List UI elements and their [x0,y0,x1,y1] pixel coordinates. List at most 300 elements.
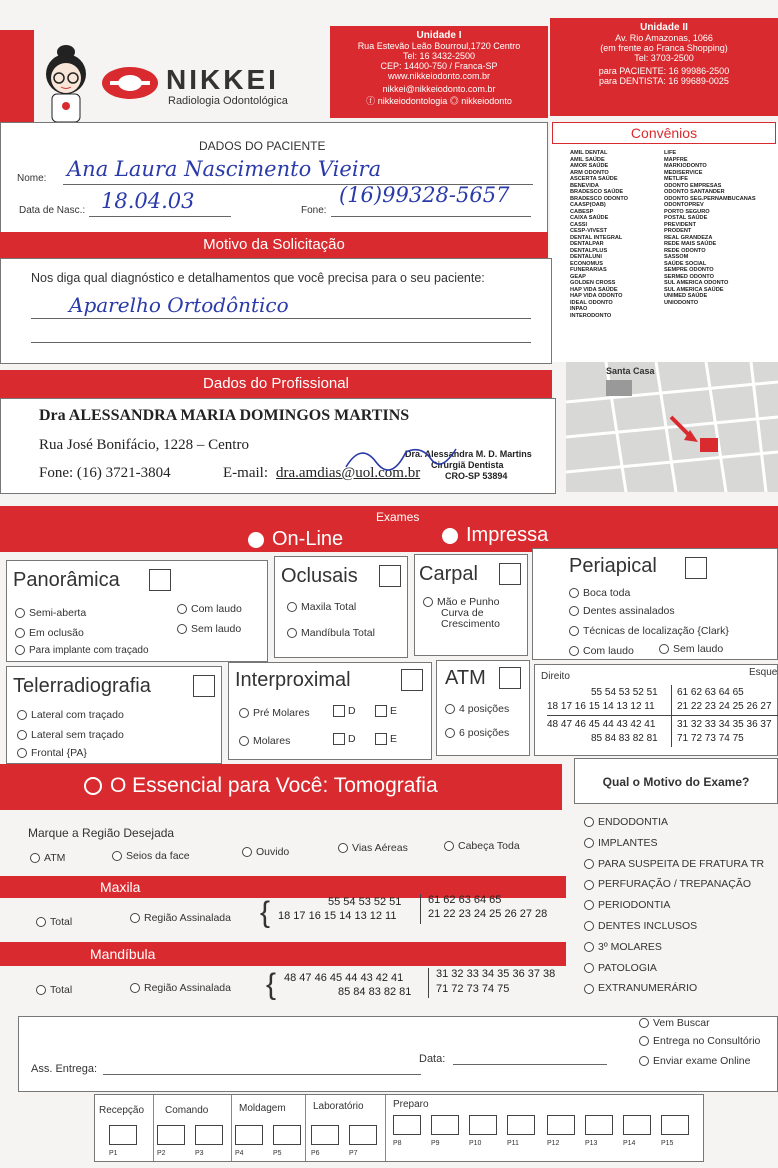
carpal-box [414,554,528,656]
unit1-line: CEP: 14400-750 / Franca-SP [380,61,498,71]
patient-section-title: DADOS DO PACIENTE [199,139,326,153]
convenio-item: AMIL SAÚDE [570,156,605,163]
mandibula-total[interactable] [36,984,72,996]
convenio-item: ODONTO SEG.PERNAMBUCANAS [664,195,756,202]
checkbox-icon [333,733,345,745]
motivo-exame-option[interactable] [584,878,764,899]
step-checkbox[interactable] [311,1125,339,1145]
motivo-box [0,258,552,364]
unit2-panel [550,18,778,116]
checkbox-icon [375,733,387,745]
convenio-item: MEDISERVICE [664,169,703,176]
telerradiografia-box [6,666,222,764]
radio-icon [36,917,46,927]
mandibula-header: Mandíbula [0,942,566,966]
teeth-r1: 55 54 53 52 51 [591,687,658,698]
tomografia-title[interactable] [84,774,438,798]
maxila-header: Maxila [0,876,566,898]
header-left-bar [0,30,34,128]
motivo-exame-option[interactable] [584,982,764,1003]
convenio-item: UNIODONTO [664,299,699,306]
convenio-item: DENTALUNI [570,254,602,260]
motivo-line-2[interactable] [31,321,531,343]
step-label: P10 [469,1140,482,1147]
option-label: Maxila Total [301,601,357,613]
option-label: Lateral sem traçado [31,729,124,741]
mandibula-r2: 85 84 83 82 81 [338,986,412,998]
region-cabeca[interactable] [444,840,520,852]
convenio-item: CESP-VIVEST [570,228,607,234]
panoramica-checkbox[interactable] [149,569,171,591]
radio-icon [639,1056,649,1066]
option-label: Entrega no Consultório [653,1035,761,1047]
option-label: D [348,705,356,717]
professional-phone: Fone: (16) 3721-3804 [39,465,171,481]
radio-icon [130,983,140,993]
atm-title: ATM [445,667,486,689]
convenio-item: CABESP [570,208,594,215]
ass-entrega-field[interactable] [103,1059,421,1075]
convenio-item: SEMPRE ODONTO [664,267,714,273]
option-label: Vem Buscar [653,1017,710,1029]
step-checkbox[interactable] [157,1125,185,1145]
data-field[interactable] [453,1049,607,1065]
radio-icon [30,853,40,863]
step-label: P11 [507,1140,519,1147]
radio-icon [569,626,579,636]
teeth-l3: 31 32 33 34 35 36 37 [677,719,772,730]
stamp-name: Dra. Alessandra M. D. Martins [405,449,532,459]
online-radio[interactable] [248,532,264,548]
instagram-icon: ◎ [449,96,462,106]
process-step[interactable] [157,1125,185,1157]
option-label: ATM [44,852,66,864]
unit1-line: Tel: 16 3432-2500 [402,51,476,61]
option-label: Crescimento [441,618,500,630]
step-checkbox[interactable] [623,1115,651,1135]
option-label: Boca toda [583,587,631,599]
unit1-social [330,94,548,107]
motivo-exame-option[interactable] [584,837,764,858]
teeth-l4: 71 72 73 74 75 [677,733,744,744]
option-label: EXTRANUMERÁRIO [598,982,698,995]
step-label: P5 [273,1150,282,1157]
option-label: Enviar exame Online [653,1055,751,1067]
convenio-item: SAÚDE SOCIAL [664,260,707,267]
step-checkbox[interactable] [547,1115,575,1135]
convenio-item: MARKIODONTO [664,163,707,169]
online-option[interactable] [248,528,343,551]
radio-icon [584,963,594,973]
entrega-vem-buscar[interactable] [639,1017,710,1029]
convenios-list-2 [664,150,756,306]
radio-icon [15,608,25,618]
pano-sem-laudo[interactable] [177,623,241,635]
professional-box [0,398,556,494]
radio-icon [15,645,25,655]
atm-6-posicoes[interactable] [445,727,509,739]
brand-subtitle: Radiologia Odontológica [168,95,288,107]
option-label: Molares [253,735,291,747]
step-checkbox[interactable] [661,1115,689,1135]
unit1-line: www.nikkeiodonto.com.br [387,71,491,81]
option-label: PARA SUSPEITA DE FRATURA TR [598,857,765,870]
process-step[interactable] [623,1115,651,1147]
convenio-item: DENTALPAR [570,241,604,247]
tomografia-radio[interactable] [84,777,102,795]
step-checkbox[interactable] [585,1115,613,1135]
signature-scribble [341,437,461,477]
radio-icon [287,628,297,638]
option-label: Lateral com traçado [31,709,124,721]
convenio-item: BRADESCO ODONTO [570,195,629,202]
option-label: Total [50,984,73,996]
convenio-item: ODONTO EMPRESAS [664,182,722,189]
oclusais-maxila[interactable] [287,601,356,613]
radio-icon [239,708,249,718]
impressa-label: Impressa [466,524,549,546]
oclusais-title: Oclusais [281,565,358,587]
option-label: Cabeça Toda [458,840,520,852]
process-step[interactable] [349,1125,377,1157]
convenio-item: AMIL DENTAL [570,150,608,156]
radio-icon [112,851,122,861]
interproximal-box [228,662,432,760]
pano-implante[interactable] [15,645,149,656]
radio-icon [287,602,297,612]
option-label: Mandíbula Total [301,627,375,639]
col-preparo: Preparo [393,1099,429,1110]
step-label: P12 [547,1140,560,1147]
convenio-item: PREVIDENT [664,221,697,228]
maxila-regiao[interactable] [130,912,231,924]
option-label: Semi-aberta [29,607,87,619]
peri-dentes[interactable] [569,605,675,617]
option-label: Frontal {PA} [31,747,87,759]
radio-icon [584,817,594,827]
radio-icon [445,704,455,714]
name-label: Nome: [17,173,47,184]
option-label: PERFURAÇÃO / TREPANAÇÃO [598,878,752,891]
tomografia-header [0,764,562,810]
radio-icon [445,728,455,738]
unit2-line: para PACIENTE: 16 99986-2500 [598,66,730,76]
radio-icon [17,730,27,740]
option-label: Ouvido [256,846,290,858]
option-label: Em oclusão [29,627,84,639]
regiao-label: Marque a Região Desejada [28,826,175,840]
pano-com-laudo[interactable] [177,603,242,615]
dob-label: Data de Nasc.: [19,205,86,216]
periapical-title: Periapical [569,555,657,577]
process-step[interactable] [469,1115,497,1147]
facebook-icon: ⓕ [366,96,378,106]
unit1-line: nikkei@nikkeiodonto.com.br [382,84,496,94]
radio-icon [569,646,579,656]
peri-sem-laudo[interactable] [659,643,723,655]
step-checkbox[interactable] [109,1125,137,1145]
step-checkbox[interactable] [507,1115,535,1135]
maxila-r1: 55 54 53 52 51 [328,896,402,908]
periapical-checkbox[interactable] [685,557,707,579]
unit1-line: Rua Estevão Leão Bourroul,1720 Centro [357,41,521,51]
radio-icon [444,841,454,851]
mascot-logo [38,40,94,125]
radio-icon [177,624,187,634]
maxila-r2: 18 17 16 15 14 13 12 11 [278,910,397,922]
convenio-item: UNIMED SAÚDE [664,293,708,299]
radio-icon [639,1018,649,1028]
convenio-item: HAP VIDA ODONTO [570,293,623,299]
process-step[interactable] [273,1125,301,1157]
atm-box [436,660,530,756]
process-step[interactable] [393,1115,421,1147]
unit2-line: para DENTISTA: 16 99689-0025 [599,76,729,86]
convenio-item: SASSOM [664,254,689,260]
radio-icon [584,880,594,890]
tele-lateral-sem[interactable] [17,729,124,741]
step-label: P14 [623,1140,636,1147]
ass-entrega-label: Ass. Entrega: [31,1063,98,1075]
maxila-l1: 61 62 63 64 65 [428,894,502,906]
option-label: Total [50,916,73,928]
stamp-title: Cirurgiã Dentista [431,460,504,470]
convenio-item: METLIFE [664,176,688,182]
col-sep-2 [231,1095,232,1161]
region-vias[interactable] [338,842,408,854]
brand-name: NIKKEI [166,64,279,95]
option-label: Sem laudo [191,623,242,635]
tomografia-label: O Essencial para Você: Tomografia [110,774,438,797]
convenio-item: SUL AMERICA ODONTO [664,280,729,286]
entrega-box [18,1016,778,1092]
radio-icon [242,847,252,857]
phone-value: (16)99328-5657 [339,183,510,207]
tele-frontal[interactable] [17,747,87,759]
inter-molares[interactable] [239,735,290,747]
panoramica-title: Panorâmica [13,569,120,591]
impressa-option[interactable] [442,524,548,547]
option-label: Mão e Punho [437,596,500,608]
process-step[interactable] [109,1125,137,1157]
teeth-esquerdo: Esque [749,667,778,678]
radio-icon [130,913,140,923]
radio-icon [584,921,594,931]
motivo-exame-option[interactable] [584,858,764,879]
radio-icon [17,710,27,720]
option-label: Sem laudo [673,643,724,655]
online-label: On-Line [272,528,344,550]
convenio-item: CAASP(OAB) [570,202,606,208]
entrega-consultorio[interactable] [639,1035,760,1047]
option-label: 3º MOLARES [598,940,662,953]
convenio-item: PORTO SEGURO [664,208,710,215]
motivo-question: Nos diga qual diagnóstico e detalhamentos que você precisa para o seu paciente: [31,271,485,285]
convenio-item: ASCERTA SAÚDE [570,176,618,182]
unit1-panel [330,26,548,118]
step-checkbox[interactable] [349,1125,377,1145]
maxila-brace: { [260,896,271,929]
radio-icon [177,604,187,614]
step-checkbox[interactable] [431,1115,459,1135]
pano-semi-aberta[interactable] [15,607,86,619]
process-step[interactable] [547,1115,575,1147]
convenio-item: BRADESCO SAÚDE [570,189,624,195]
peri-com-laudo[interactable] [569,645,634,657]
radio-icon [584,984,594,994]
option-label: Com laudo [583,645,634,657]
name-value: Ana Laura Nascimento Vieira [67,157,382,181]
step-label: P1 [109,1150,118,1157]
professional-name: Dra ALESSANDRA MARIA DOMINGOS MARTINS [39,407,410,424]
convenio-item: AMOR SAÚDE [570,163,609,169]
option-label: PERIODONTIA [598,899,671,912]
maxila-l2: 21 22 23 24 25 26 27 28 [428,908,548,920]
step-checkbox[interactable] [273,1125,301,1145]
option-label: ENDODONTIA [598,816,669,828]
teeth-chart-box [534,664,778,756]
atm-4-posicoes[interactable] [445,703,509,715]
process-step[interactable] [507,1115,535,1147]
option-label: 4 posições [459,703,510,715]
col-comando: Comando [165,1105,209,1116]
social-instagram: nikkeiodonto [461,96,512,106]
region-ouvido[interactable] [242,846,289,858]
convenio-item: GOLDEN CROSS [570,280,616,286]
carpal-checkbox[interactable] [499,563,521,585]
stamp-cro: CRO-SP 53894 [445,471,508,481]
phone-label: Fone: [301,205,327,216]
step-label: P9 [431,1140,440,1147]
tele-checkbox[interactable] [193,675,215,697]
inter-title: Interproximal [235,669,351,691]
dob-value: 18.04.03 [101,189,195,213]
radio-icon [639,1036,649,1046]
unit2-line: Av. Rio Amazonas, 1066 [615,33,713,43]
option-label: IMPLANTES [598,836,658,849]
oclusais-mandibula[interactable] [287,627,375,639]
convenio-item: HAP VIDA SAÚDE [570,286,618,293]
option-label: Para implante com traçado [29,645,149,656]
process-step[interactable] [431,1115,459,1147]
mandibula-brace: { [266,968,277,1001]
peri-boca-toda[interactable] [569,587,630,599]
option-label: Vias Aéreas [352,842,408,854]
region-atm[interactable] [30,852,65,864]
motivo-exame-option[interactable] [584,962,764,983]
option-label: Região Assinalada [144,912,231,924]
convenio-item: DENTALPLUS [570,247,608,254]
mandibula-l1: 31 32 33 34 35 36 37 38 [436,968,556,980]
convenio-item: ODONTOPREV [664,202,704,208]
radio-icon [36,985,46,995]
tele-lateral-com[interactable] [17,709,124,721]
process-step[interactable] [585,1115,613,1147]
radio-icon [239,736,249,746]
process-step[interactable] [195,1125,223,1157]
motivo-exame-option[interactable] [584,816,764,837]
option-label: PATOLOGIA [598,961,657,974]
inter-mol-d[interactable] [333,733,356,745]
inter-mol-e[interactable] [375,733,397,745]
step-label: P3 [195,1150,204,1157]
option-label: D [348,733,356,745]
option-label: 6 posições [459,727,510,739]
convenio-item: CASSI [570,221,588,228]
unit2-line: (em frente ao Franca Shopping) [600,43,728,53]
inter-pre-d[interactable] [333,705,356,717]
radio-icon [659,644,669,654]
motivo-exame-option[interactable] [584,920,764,941]
process-step[interactable] [661,1115,689,1147]
professional-email-label: E-mail: [223,465,268,481]
panoramica-box [6,560,268,662]
process-step[interactable] [235,1125,263,1157]
pano-em-oclusao[interactable] [15,627,84,639]
col-recepcao: Recepção [99,1105,145,1116]
teeth-direito: Direito [541,671,570,682]
motivo-exame-option[interactable] [584,899,764,920]
teeth-l1: 61 62 63 64 65 [677,687,744,698]
peri-clark[interactable] [569,625,729,637]
map-label: Santa Casa [606,366,655,376]
maxila-total[interactable] [36,916,72,928]
social-facebook: nikkeiodontologia [377,96,448,106]
convenio-item: INTERODONTO [570,312,612,319]
atm-checkbox[interactable] [499,667,521,689]
option-label: E [390,733,398,745]
radio-icon [338,843,348,853]
option-label: Região Assinalada [144,982,231,994]
step-checkbox[interactable] [393,1115,421,1135]
process-step[interactable] [311,1125,339,1157]
mandibula-r1: 48 47 46 45 44 43 42 41 [284,972,404,984]
oclusais-checkbox[interactable] [379,565,401,587]
checkbox-icon [333,705,345,717]
teeth-r4: 85 84 83 82 81 [591,733,658,744]
inter-checkbox[interactable] [401,669,423,691]
entrega-online[interactable] [639,1055,750,1067]
carpal-option[interactable] [423,597,500,630]
region-seios[interactable] [112,850,190,862]
teeth-r3: 48 47 46 45 44 43 42 41 [547,719,656,730]
impressa-radio[interactable] [442,528,458,544]
convenio-item: MAPFRE [664,156,688,163]
tele-title: Telerradiografia [13,675,151,697]
radio-icon [423,597,433,607]
step-checkbox[interactable] [235,1125,263,1145]
radio-icon [17,748,27,758]
mandibula-regiao[interactable] [130,982,231,994]
unit2-line: Tel: 3703-2500 [634,53,694,63]
radio-icon [584,838,594,848]
teeth-v-divider [671,685,672,747]
step-label: P8 [393,1140,402,1147]
step-checkbox[interactable] [469,1115,497,1135]
process-box [94,1094,704,1162]
mandibula-l2: 71 72 73 74 75 [436,983,510,995]
step-label: P2 [157,1150,166,1157]
col-moldagem: Moldagem [239,1103,286,1114]
convenio-item: LIFE [664,150,677,156]
professional-address: Rua José Bonifácio, 1228 – Centro [39,437,249,453]
patient-box [0,122,548,236]
motivo-exame-option[interactable] [584,941,764,962]
inter-pre-molares[interactable] [239,707,310,719]
convenio-item: REDE MAIS SAÚDE [664,241,717,247]
step-checkbox[interactable] [195,1125,223,1145]
inter-pre-e[interactable] [375,705,397,717]
